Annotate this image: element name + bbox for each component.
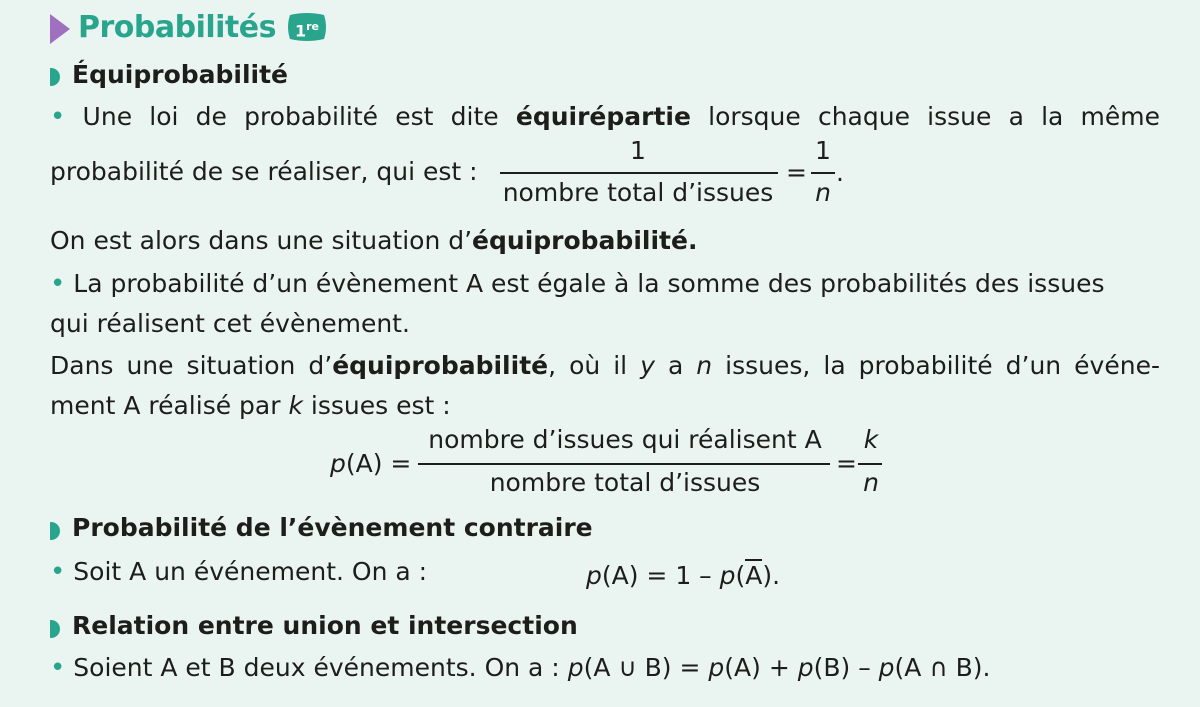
paragraph-1: • Une loi de probabilité est dite équirépartie lorsque chaque issue a la même [50, 102, 1161, 132]
a-bar: A [745, 561, 763, 590]
badge-number: 1 [294, 21, 307, 41]
fraction-1-numerator: 1 [630, 136, 646, 165]
fraction-dot: . [836, 158, 844, 187]
section-heading-equiprobabilite: Équiprobabilité [72, 60, 289, 89]
paragraph-5: qui réalisent cet évènement. [50, 309, 410, 338]
paragraph-3: On est alors dans une situation d’équiprobabilité. [50, 226, 698, 255]
title-triangle-icon [50, 14, 70, 44]
formula-equals: = [836, 449, 857, 478]
formula-contraire: p(A) = 1 – p(A). [586, 561, 781, 590]
formula-line [418, 463, 830, 465]
formula-denominator: nombre total d’issues [489, 468, 761, 497]
paragraph-7: ment A réalisé par k issues est : [50, 391, 451, 420]
fraction-2-line [811, 172, 835, 174]
fraction-2-denominator: n [815, 178, 831, 207]
paragraph-4: • La probabilité d’un évènement A est égale à la somme des probabilités des issues [50, 269, 1105, 299]
fraction-1-line [500, 172, 778, 174]
section-arrow-icon [50, 68, 60, 86]
bullet-icon: • [50, 269, 66, 299]
paragraph-2: probabilité de se réaliser, qui est : [50, 157, 478, 186]
page-title: Probabilités [78, 10, 276, 45]
paragraph-union: • Soient A et B deux événements. On a : p(A ∪ B) = p(A) + p(B) – p(A ∩ B). [50, 653, 991, 683]
formula-kn-line [858, 463, 882, 465]
section-heading-union: Relation entre union et intersection [72, 611, 578, 640]
bullet-icon: • [50, 102, 66, 132]
section-heading-contraire: Probabilité de l’évènement contraire [72, 513, 593, 542]
bullet-icon: • [50, 653, 66, 683]
fraction-2-numerator: 1 [815, 136, 831, 165]
section-arrow-icon [50, 522, 60, 540]
formula-n: n [863, 468, 879, 497]
level-badge [286, 12, 328, 42]
formula-lhs: p(A) = [330, 449, 412, 478]
badge-sup: re [306, 20, 320, 33]
bullet-icon: • [50, 557, 66, 587]
paragraph-contraire: • Soit A un événement. On a : [50, 557, 428, 587]
formula-numerator: nombre d’issues qui réalisent A [428, 425, 822, 454]
paragraph-6: Dans une situation d’équiprobabilité, où il y a n issues, la probabilité d’un événe- [50, 351, 1160, 380]
formula-k: k [863, 425, 879, 454]
equals-sign: = [786, 158, 807, 187]
fraction-1-denominator: nombre total d’issues [502, 178, 774, 207]
section-arrow-icon [50, 620, 60, 638]
